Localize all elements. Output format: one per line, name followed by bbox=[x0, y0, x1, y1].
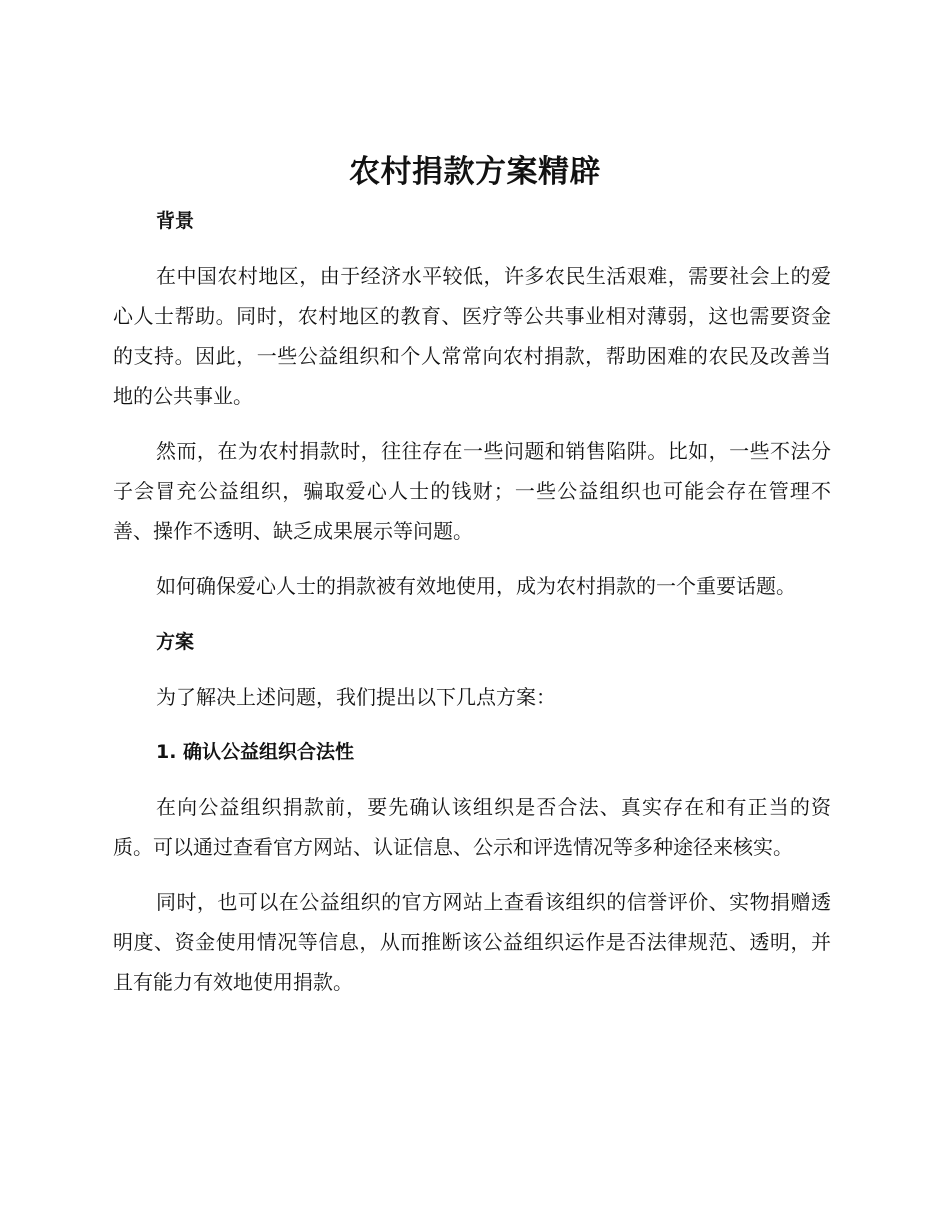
paragraph: 在中国农村地区，由于经济水平较低，许多农民生活艰难，需要社会上的爱心人士帮助。同时，农村地区的教育、医疗等公共事业相对薄弱，这也需要资金的支持。因此，一些公益组织和个人常常向农村捐款，帮助困难的农民及改善当地的公共事业。 bbox=[113, 264, 831, 408]
paragraph: 同时，也可以在公益组织的官方网站上查看该组织的信誉评价、实物捐赠透明度、资金使用情况等信息，从而推断该公益组织运作是否法律规范、透明，并且有能力有效地使用捐款。 bbox=[113, 890, 831, 994]
spacer bbox=[113, 772, 831, 787]
document-body bbox=[113, 201, 831, 1002]
document-title: 农村捐款方案精辟 bbox=[349, 154, 601, 190]
section-heading-background: 背景 bbox=[156, 210, 195, 232]
paragraph: 在向公益组织捐款前，要先确认该组织是否合法、真实存在和有正当的资质。可以通过查看官方网站、认证信息、公示和评选情况等多种途径来核实。 bbox=[113, 795, 831, 859]
spacer bbox=[113, 551, 831, 566]
spacer bbox=[113, 662, 831, 677]
paragraph: 然而，在为农村捐款时，往往存在一些问题和销售陷阱。比如，一些不法分子会冒充公益组织，骗取爱心人士的钱财；一些公益组织也可能会存在管理不善、操作不透明、缺乏成果展示等问题。 bbox=[113, 439, 831, 543]
spacer bbox=[113, 606, 831, 622]
spacer bbox=[113, 416, 831, 431]
paragraph: 为了解决上述问题，我们提出以下几点方案： bbox=[156, 685, 556, 709]
section-heading-plan: 方案 bbox=[156, 631, 195, 653]
paragraph: 如何确保爱心人士的捐款被有效地使用，成为农村捐款的一个重要话题。 bbox=[156, 574, 796, 598]
spacer bbox=[113, 717, 831, 732]
spacer bbox=[113, 867, 831, 882]
subsection-heading-1: 1. 确认公益组织合法性 bbox=[156, 741, 355, 763]
spacer bbox=[113, 241, 831, 256]
